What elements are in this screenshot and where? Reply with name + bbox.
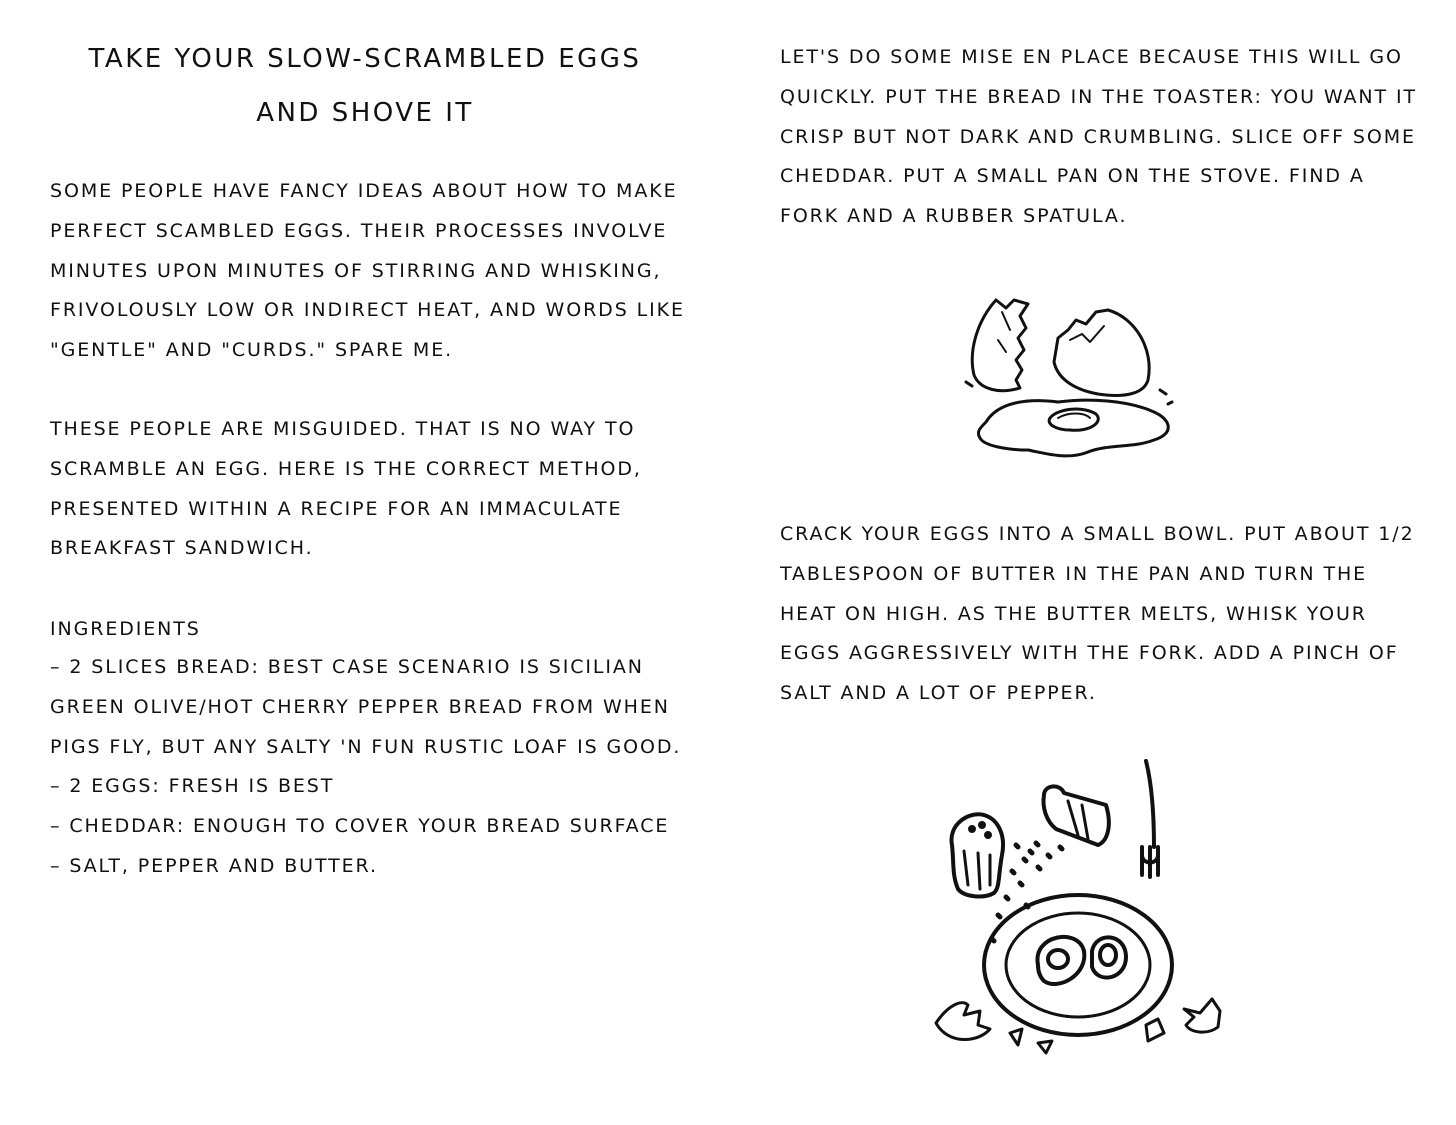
cracked-egg-illustration [958,290,1208,470]
bowl-of-eggs-illustration [928,755,1248,1065]
ingredient-item: – 2 EGGS: FRESH IS BEST [50,775,335,798]
ingredient-item: – 2 SLICES BREAD: BEST CASE SCENARIO IS SICILIAN GREEN OLIVE/HOT CHERRY PEPPER BREAD FROM WHEN PIGS FLY, BUT ANY SALTY 'N FUN RUSTIC LOAF IS GOOD. [50,656,682,758]
ingredient-item: – SALT, PEPPER AND BUTTER. [50,854,378,877]
ingredient-item: – CHEDDAR: ENOUGH TO COVER YOUR BREAD SURFACE [50,815,670,838]
crack-eggs-paragraph: CRACK YOUR EGGS INTO A SMALL BOWL. PUT ABOUT 1/2 TABLESPOON OF BUTTER IN THE PAN AND TURN THE HEAT ON HIGH. AS THE BUTTER MELTS, WHISK YOUR EGGS AGGRESSIVELY WITH THE FORK. ADD A PINCH OF SALT AND A LOT OF PEPPER. [780,523,1415,705]
right-page [728,0,1456,1125]
ingredients-list [50,648,690,887]
recipe-title: TAKE YOUR SLOW-SCRAMBLED EGGS AND SHOVE IT [88,44,642,128]
intro-paragraph: SOME PEOPLE HAVE FANCY IDEAS ABOUT HOW TO MAKE PERFECT SCAMBLED EGGS. THEIR PROCESSES INVOLVE MINUTES UPON MINUTES OF STIRRING AND WHISKING, FRIVOLOUSLY LOW OR INDIRECT HEAT, AND WORDS LIKE "GENTLE" AND "CURDS." SPARE ME. [50,180,685,362]
method-paragraph: THESE PEOPLE ARE MISGUIDED. THAT IS NO WAY TO SCRAMBLE AN EGG. HERE IS THE CORRECT METHOD, PRESENTED WITHIN A RECIPE FOR AN IMMACULATE BREAKFAST SANDWICH. [50,418,642,560]
ingredients-heading: INGREDIENTS [50,618,201,640]
mise-en-place-paragraph: LET'S DO SOME MISE EN PLACE BECAUSE THIS WILL GO QUICKLY. PUT THE BREAD IN THE TOASTER: YOU WANT IT CRISP BUT NOT DARK AND CRUMBLING. SLICE OFF SOME CHEDDAR. PUT A SMALL PAN ON THE STOVE. FIND A FORK AND A RUBBER SPATULA. [780,46,1417,228]
